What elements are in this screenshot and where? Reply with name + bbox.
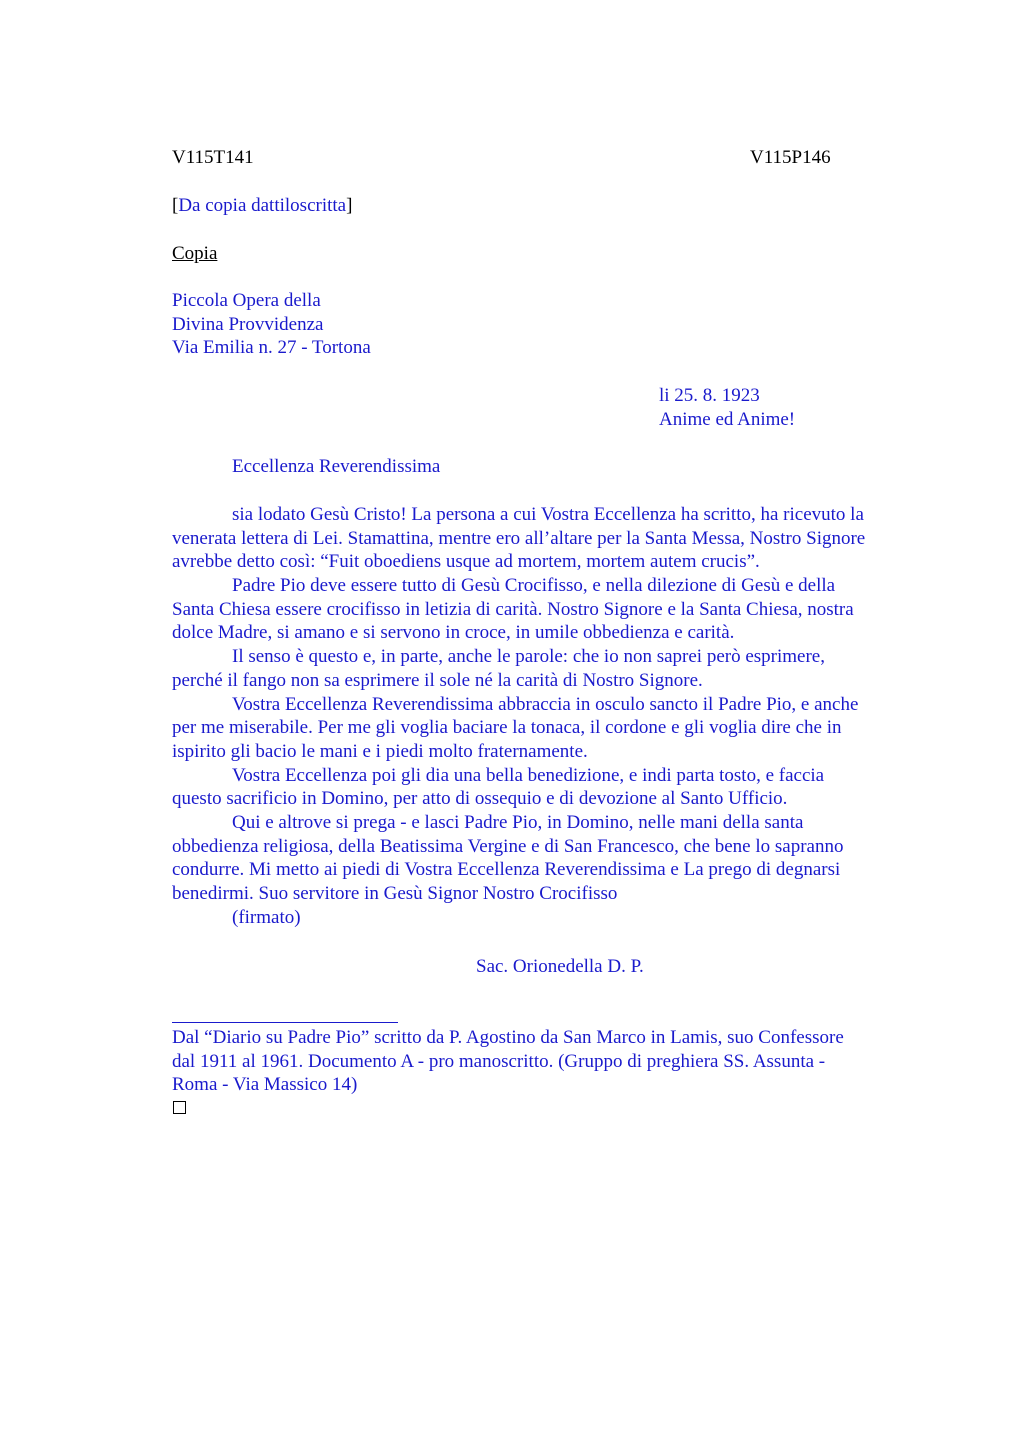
letter-motto: Anime ed Anime! bbox=[659, 408, 796, 430]
letter-body bbox=[172, 503, 932, 929]
body-line: obbedienza religiosa, della Beatissima Vergine e di San Francesco, che bene lo sapranno bbox=[172, 835, 844, 857]
sender-line: Piccola Opera della bbox=[172, 290, 321, 311]
body-line: Padre Pio deve essere tutto di Gesù Crocifisso, e nella dilezione di Gesù e della bbox=[232, 575, 836, 597]
body-line: questo sacrificio in Domino, per atto di ossequio e di devozione al Santo Ufficio. bbox=[172, 788, 788, 810]
body-line: condurre. Mi metto ai piedi di Vostra Eccellenza Reverendissima e La prego di degnarsi bbox=[172, 859, 841, 881]
document-code-left: V115T141 bbox=[172, 147, 254, 168]
footnote-line: Roma - Via Massico 14) bbox=[172, 1074, 358, 1096]
body-line: per me miserabile. Per me gli voglia baciare la tonaca, il cordone e gli voglia dire che in bbox=[172, 717, 842, 739]
body-line: venerata lettera di Lei. Stamattina, mentre ero all’altare per la Santa Messa, Nostro Signore bbox=[172, 527, 866, 549]
salutation: Eccellenza Reverendissima bbox=[232, 456, 441, 477]
body-line: dolce Madre, si amano e si servono in croce, in umile obbedienza e carità. bbox=[172, 622, 735, 644]
body-line: Vostra Eccellenza poi gli dia una bella benedizione, e indi parta tosto, e faccia bbox=[232, 764, 825, 786]
end-marker-box-icon bbox=[173, 1101, 186, 1114]
sender-address bbox=[172, 289, 371, 360]
footnote-line: Dal “Diario su Padre Pio” scritto da P. Agostino da San Marco in Lamis, suo Confessore bbox=[172, 1027, 844, 1048]
footnote-divider bbox=[172, 1022, 398, 1023]
body-line: Vostra Eccellenza Reverendissima abbraccia in osculo sancto il Padre Pio, e anche bbox=[232, 693, 859, 715]
body-line: Santa Chiesa essere crocifisso in letizia di carità. Nostro Signore e la Santa Chiesa, nostra bbox=[172, 598, 854, 620]
footnote bbox=[172, 1026, 932, 1097]
footnote-line: dal 1911 al 1961. Documento A - pro manoscritto. (Gruppo di preghiera SS. Assunta - bbox=[172, 1050, 826, 1072]
body-line: perché il fango non sa esprimere il sole né la carità di Nostro Signore. bbox=[172, 669, 703, 691]
source-note-open-bracket: [ bbox=[172, 195, 179, 216]
body-line: sia lodato Gesù Cristo! La persona a cui Vostra Eccellenza ha scritto, ha ricevuto la bbox=[232, 504, 864, 525]
date-block bbox=[659, 384, 795, 431]
body-line: Il senso è questo e, in parte, anche le parole: che io non saprei però esprimere, bbox=[232, 646, 825, 668]
letter-date: li 25. 8. 1923 bbox=[659, 385, 760, 406]
body-line: Qui e altrove si prega - e lasci Padre Pio, in Domino, nelle mani della santa bbox=[232, 811, 804, 833]
source-note-text: Da copia dattiloscritta bbox=[178, 195, 347, 216]
signature: Sac. Orionedella D. P. bbox=[476, 956, 644, 977]
source-note-close-bracket: ] bbox=[346, 195, 353, 216]
body-line-firmato: (firmato) bbox=[232, 906, 301, 928]
sender-line: Divina Provvidenza bbox=[172, 313, 324, 335]
body-line: ispirito gli bacio le mani e i piedi molto fraternamente. bbox=[172, 740, 588, 762]
source-note bbox=[172, 194, 352, 218]
copy-label: Copia bbox=[172, 243, 218, 264]
document-code-right: V115P146 bbox=[750, 147, 831, 168]
body-line: benedirmi. Suo servitore in Gesù Signor Nostro Crocifisso bbox=[172, 883, 618, 904]
sender-line: Via Emilia n. 27 - Tortona bbox=[172, 337, 371, 359]
body-line: avrebbe detto così: “Fuit oboediens usque ad mortem, mortem autem crucis”. bbox=[172, 551, 760, 573]
